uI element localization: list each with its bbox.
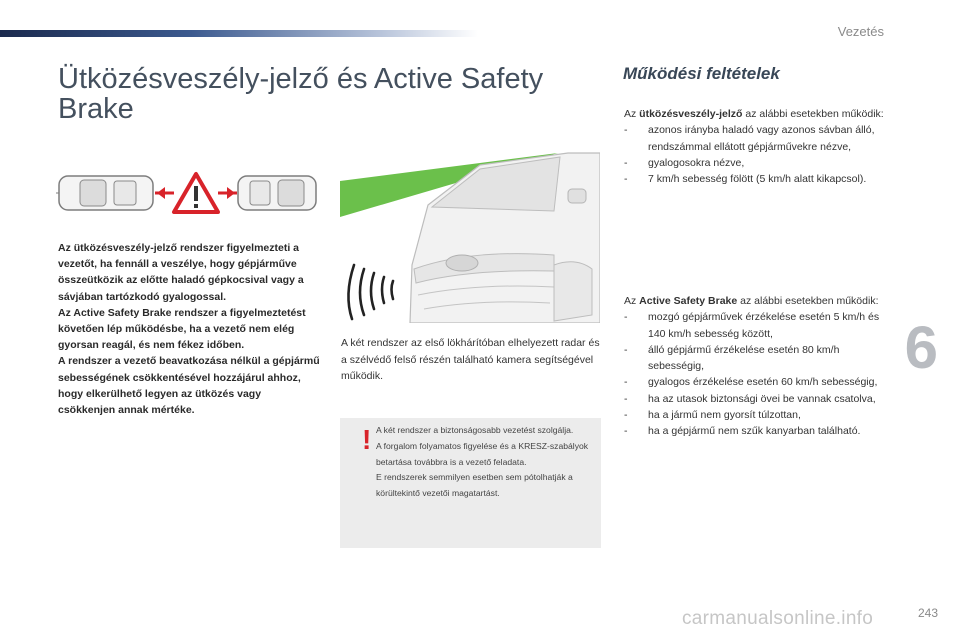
list-item	[624, 423, 890, 439]
list-item-text: azonos irányba haladó vagy azonos sávban álló, rendszámmal ellátott gépjárművekre nézve,	[648, 124, 875, 153]
list-item	[624, 309, 890, 342]
warning-triangle-icon	[155, 174, 237, 212]
dash: -	[624, 425, 628, 438]
collision-illustration	[56, 168, 320, 218]
section-label: Vezetés	[837, 24, 884, 39]
conditions-list	[624, 309, 890, 439]
dash: -	[624, 392, 628, 405]
intro-prefix: Az	[624, 108, 640, 120]
front-car-icon	[238, 176, 316, 210]
list-item-text: álló gépjármű érzékelése esetén 80 km/h sebességig,	[648, 343, 840, 373]
intro-paragraph: A rendszer a vezető beavatkozása nélkül a gépjármű sebességének csökkentésével hozzájárul ahhoz, hogy elkerülhető legyen az ütközés vagy csökkenjen annak mértéke.	[58, 355, 320, 417]
list-item	[624, 155, 890, 171]
van-radar-illustration	[340, 145, 600, 323]
conditions-intro	[624, 293, 890, 309]
warning-line: A két rendszer a biztonságosabb vezetést szolgálja.	[376, 425, 574, 435]
list-item	[624, 171, 890, 187]
intro-prefix: Az	[624, 295, 640, 307]
list-item-text: ha a jármű nem gyorsít túlzottan,	[648, 409, 801, 422]
page-number: 243	[917, 606, 938, 620]
warning-line: E rendszerek semmilyen esetben sem pótolhatják a körültekintő vezetői magatartást.	[376, 472, 573, 499]
intro-suffix: az alábbi esetekben működik:	[737, 295, 879, 307]
list-item	[624, 342, 890, 375]
intro-suffix: az alábbi esetekben működik:	[742, 108, 884, 120]
sensor-paragraph: A két rendszer az első lökhárítóban elhelyezett radar és a szélvédő felső részén található kamera segítségével működik.	[341, 337, 600, 382]
dash: -	[624, 409, 628, 422]
warning-exclamation-icon: !	[362, 424, 372, 455]
warning-line: A forgalom folyamatos figyelése és a KRESZ-szabályok betartása továbbra is a vezető feladata.	[376, 440, 589, 467]
list-item-text: 7 km/h sebesség fölött (5 km/h alatt kikapcsol).	[648, 173, 867, 186]
list-item-text: mozgó gépjárművek érzékelése esetén 5 km/h és 140 km/h sebesség között,	[648, 311, 880, 340]
list-item	[624, 391, 890, 407]
list-item	[624, 122, 890, 155]
dash: -	[624, 173, 628, 186]
list-item	[624, 374, 890, 390]
list-item-text: ha a gépjármű nem szűk kanyarban található.	[648, 425, 861, 438]
conditions-heading: Működési feltételek	[623, 64, 780, 83]
system-name: ütközésveszély-jelző	[639, 108, 743, 120]
conditions-list	[624, 122, 890, 187]
dash: -	[624, 343, 628, 356]
list-item-text: gyalogos érzékelése esetén 60 km/h sebességig,	[648, 376, 878, 389]
conditions-intro	[624, 106, 890, 122]
dash: -	[624, 124, 628, 137]
list-item-text: ha az utasok biztonsági övei be vannak csatolva,	[648, 392, 876, 405]
rear-car-icon	[56, 176, 153, 210]
sensor-description	[341, 335, 603, 385]
dash: -	[624, 311, 628, 324]
radar-waves	[348, 265, 393, 319]
intro-text	[58, 240, 320, 418]
warning-text	[376, 423, 594, 502]
page-title: Ütközésveszély-jelző és Active Safety Brake	[58, 63, 544, 126]
chapter-number: 6	[904, 314, 938, 381]
header-bar	[0, 30, 478, 37]
list-item-text: gyalogosokra nézve,	[648, 156, 745, 169]
collision-alert-conditions	[624, 106, 890, 187]
watermark: carmanualsonline.info	[682, 608, 874, 629]
intro-paragraph: Az Active Safety Brake rendszer a figyelmeztetést követően lép működésbe, ha a vezető nem elég gyorsan reagál, és nem fékez időben.	[58, 306, 306, 352]
dash: -	[624, 376, 628, 389]
active-safety-brake-conditions	[624, 293, 890, 440]
list-item	[624, 407, 890, 423]
dash: -	[624, 156, 628, 169]
system-name: Active Safety Brake	[639, 295, 738, 307]
intro-paragraph: Az ütközésveszély-jelző rendszer figyelmezteti a vezetőt, ha fennáll a veszélye, hogy gépjárműve összeütközik az előtte haladó gépkocsival vagy a sávjában tartózkodó gyalogossal.	[58, 242, 304, 303]
warning-box	[340, 418, 601, 548]
